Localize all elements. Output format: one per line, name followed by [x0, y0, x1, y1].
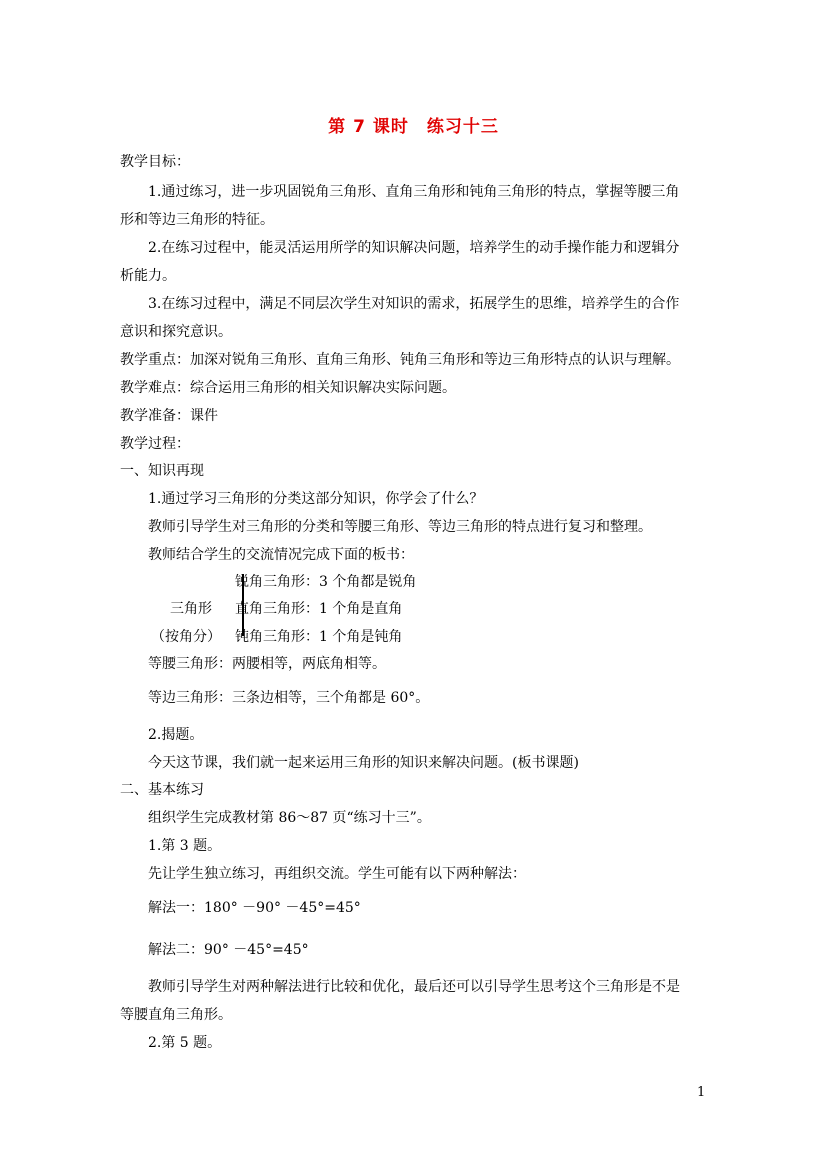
difficulty: 教学难点：综合运用三角形的相关知识解决实际问题。 — [120, 380, 456, 396]
process-heading: 教学过程： — [120, 436, 190, 452]
section2-organize: 组织学生完成教材第 86～87 页“练习十三”。 — [148, 810, 431, 826]
objective-3-line-2: 意识和探究意识。 — [120, 324, 232, 340]
objective-2-line-1: 2.在练习过程中，能灵活运用所学的知识解决问题，培养学生的动手操作能力和逻辑分 — [148, 240, 680, 256]
section2-heading: 二、基本练习 — [120, 782, 204, 798]
right-triangle-text: 直角三角形：1 个角是直角 — [235, 601, 403, 617]
section1-intro: 今天这节课，我们就一起来运用三角形的知识来解决问题。(板书课题) — [148, 755, 579, 771]
section1-question-2: 2.揭题。 — [148, 727, 204, 743]
section2-question-5: 2.第 5 题。 — [148, 1035, 222, 1051]
section2-question-3: 1.第 3 题。 — [148, 838, 222, 854]
key-point: 教学重点：加深对锐角三角形、直角三角形、钝角三角形和等边三角形特点的认识与理解。 — [120, 352, 680, 368]
page-number: 1 — [697, 1085, 706, 1100]
compare-line-2: 等腰直角三角形。 — [120, 1007, 232, 1023]
section2-first-practice: 先让学生独立练习，再组织交流。学生可能有以下两种解法： — [148, 866, 526, 882]
method-2: 解法二：90° －45°=45° — [148, 942, 309, 958]
by-angle-label: （按角分） — [151, 629, 221, 645]
section1-heading: 一、知识再现 — [120, 463, 204, 479]
objective-2-line-2: 析能力。 — [120, 268, 176, 284]
section1-question-1: 1.通过学习三角形的分类这部分知识，你学会了什么？ — [148, 491, 484, 507]
compare-line-1: 教师引导学生对两种解法进行比较和优化，最后还可以引导学生思考这个三角形是不是 — [148, 979, 680, 995]
obtuse-triangle-text: 钝角三角形：1 个角是钝角 — [235, 629, 403, 645]
equilateral-text: 等边三角形：三条边相等，三个角都是 60°。 — [148, 690, 430, 706]
objectives-heading: 教学目标： — [120, 154, 190, 170]
isosceles-text: 等腰三角形：两腰相等，两底角相等。 — [148, 656, 386, 672]
preparation: 教学准备：课件 — [120, 408, 218, 424]
section1-board-intro: 教师结合学生的交流情况完成下面的板书： — [148, 547, 414, 563]
method-1: 解法一：180° －90° －45°=45° — [148, 900, 361, 916]
page-title: 第 7 课时 练习十三 — [328, 117, 499, 137]
objective-1-line-2: 形和等边三角形的特征。 — [120, 212, 274, 228]
section1-guide: 教师引导学生对三角形的分类和等腰三角形、等边三角形的特点进行复习和整理。 — [148, 519, 652, 535]
triangle-label: 三角形 — [170, 601, 212, 617]
objective-1-line-1: 1.通过练习，进一步巩固锐角三角形、直角三角形和钝角三角形的特点，掌握等腰三角 — [148, 184, 680, 200]
acute-triangle-text: 锐角三角形：3 个角都是锐角 — [235, 574, 417, 590]
objective-3-line-1: 3.在练习过程中，满足不同层次学生对知识的需求，拓展学生的思维，培养学生的合作 — [148, 296, 680, 312]
